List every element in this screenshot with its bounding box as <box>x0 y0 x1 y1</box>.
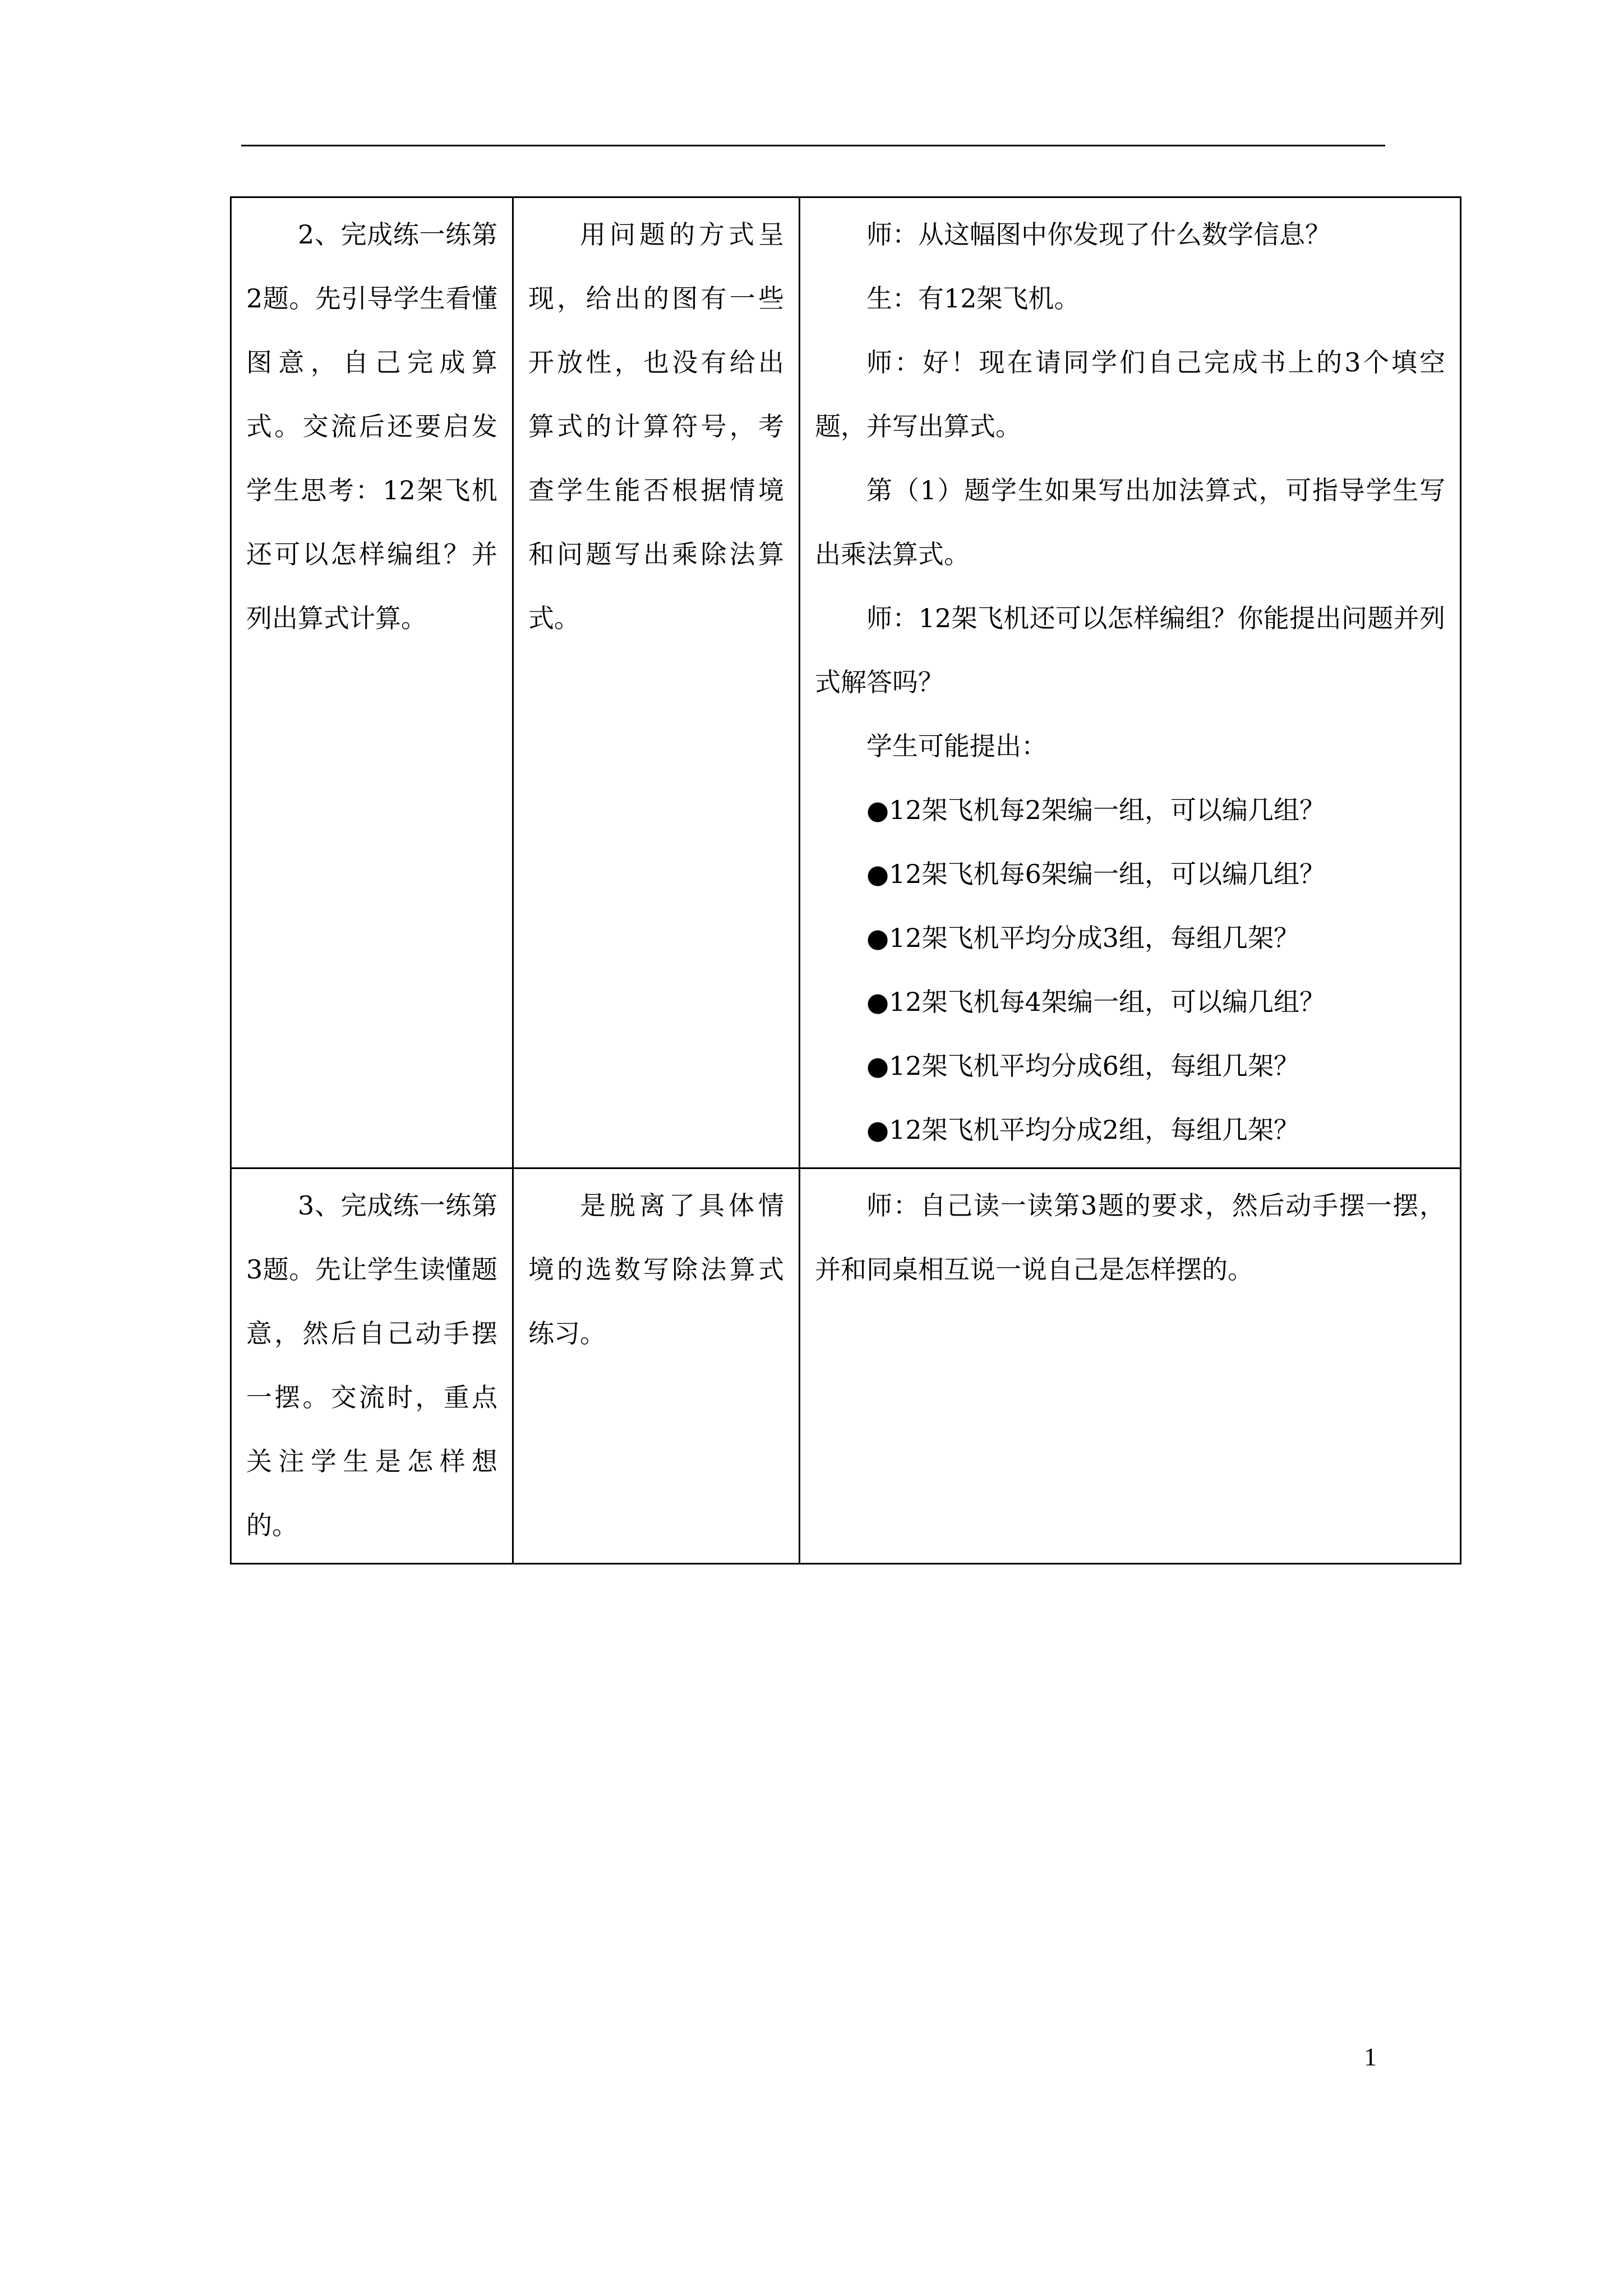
header-rule <box>241 145 1385 146</box>
bullet-item: ●12架飞机每4架编一组，可以编几组？ <box>866 987 1325 1017</box>
dialogue-cell <box>800 197 1461 1168</box>
bullet-item: ●12架飞机平均分成2组，每组几架？ <box>866 1115 1299 1145</box>
dialogue-line: 学生可能提出： <box>866 731 1047 761</box>
dialogue-line: 师：12架飞机还可以怎样编组？你能提出问题并列式解答吗？ <box>815 603 1445 697</box>
intent-cell <box>513 1168 800 1564</box>
dialogue-line: 第（1）题学生如果写出加法算式，可指导学生写出乘法算式。 <box>815 475 1445 569</box>
activity-text: 2、完成练一练第2题。先引导学生看懂图意，自己完成算式。交流后还要启发学生思考：12架飞机还可以怎样编组？并列出算式计算。 <box>246 219 497 633</box>
dialogue-line: 师：从这幅图中你发现了什么数学信息？ <box>866 219 1331 250</box>
dialogue-line: 师：自己读一读第3题的要求，然后动手摆一摆，并和同桌相互说一说自己是怎样摆的。 <box>815 1190 1445 1285</box>
bullet-item: ●12架飞机平均分成3组，每组几架？ <box>866 923 1299 953</box>
activity-cell <box>231 197 513 1168</box>
intent-text: 用问题的方式呈现，给出的图有一些开放性，也没有给出算式的计算符号，考查学生能否根据情境和问题写出乘除法算式。 <box>528 219 784 633</box>
activity-cell <box>231 1168 513 1564</box>
table-row <box>231 1168 1461 1564</box>
bullet-item: ●12架飞机每2架编一组，可以编几组？ <box>866 795 1325 825</box>
dialogue-line: 师：好！现在请同学们自己完成书上的3个填空题，并写出算式。 <box>815 347 1445 441</box>
lesson-plan-table <box>230 196 1461 1565</box>
dialogue-line: 生：有12架飞机。 <box>866 283 1080 314</box>
table-row <box>231 197 1461 1168</box>
dialogue-cell <box>800 1168 1461 1564</box>
intent-cell <box>513 197 800 1168</box>
page-number: 1 <box>1364 2042 1377 2071</box>
intent-text: 是脱离了具体情境的选数写除法算式练习。 <box>528 1190 784 1349</box>
bullet-item: ●12架飞机每6架编一组，可以编几组？ <box>866 859 1325 889</box>
bullet-item: ●12架飞机平均分成6组，每组几架？ <box>866 1051 1299 1081</box>
activity-text: 3、完成练一练第3题。先让学生读懂题意，然后自己动手摆一摆。交流时，重点关注学生是怎样想的。 <box>246 1190 497 1540</box>
